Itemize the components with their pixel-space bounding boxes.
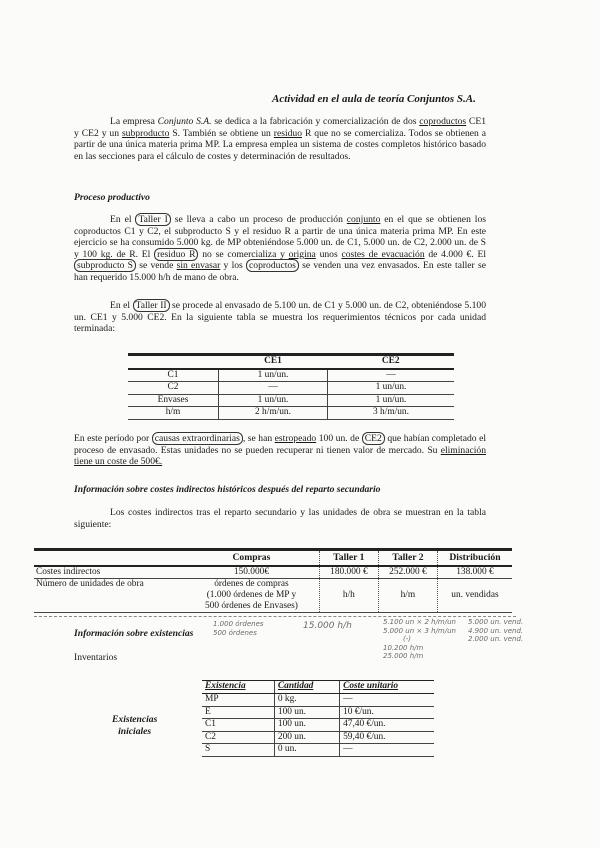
table-row (202, 744, 434, 757)
page-title: Actividad en el aula de teoría Conjuntos S.A. (272, 93, 476, 105)
table-row (202, 731, 434, 744)
spoilage-paragraph: En este período por causas extraordinarias , se han estropeado 100 un. de CE2 que habían completado el proceso de envasado. Estas unidades no se pueden recuperar ni tienen valor de mercado. Su eliminación tiene un coste de 500€. (74, 433, 486, 468)
table-cell: 2 h/m/un. (219, 407, 328, 420)
table-cell: 138.000 € (437, 566, 512, 579)
table-cell: 1 un/un. (328, 394, 455, 407)
table-cell: — (219, 382, 328, 395)
table-cell: 180.000 € (319, 566, 378, 579)
table-row (34, 579, 512, 613)
table-cell: órdenes de compras (1.000 órdenes de MP y 500 órdenes de Envases) (184, 579, 319, 613)
table-cell: h/h (319, 579, 378, 613)
table-row (202, 706, 434, 719)
header-cell: Coste unitario (340, 681, 434, 694)
costes-paragraph: Los costes indirectos tras el reparto secundario y las unidades de obra se muestran en la tabla siguiente: (74, 507, 486, 530)
table-row (128, 369, 454, 382)
table-cell: 1 un/un. (219, 369, 328, 382)
inventarios-label: Inventarios (74, 652, 118, 663)
table-row (34, 566, 512, 579)
table-header-row (34, 550, 512, 566)
table-cell: 100 un. (274, 706, 339, 719)
intro-paragraph: La empresa Conjunto S.A. se dedica a la fabricación y comercialización de dos coproductos CE1 y CE2 y un subproducto S. También se obtiene un residuo R que no se comercializa. Todos se obtienen a partir de una única materia prima MP. La empresa emplea un sistema de costes completos histórico basado en las secciones para el cálculo de costes y determinación de resultados. (74, 116, 487, 162)
table-cell: E (202, 706, 274, 719)
header-cell: CE2 (328, 355, 455, 369)
table-cell: 1 un/un. (219, 394, 328, 407)
table-cell: 47,40 €/un. (340, 719, 434, 732)
table-cell: 0 kg. (274, 694, 339, 707)
table-row (202, 694, 434, 707)
header-cell: CE1 (219, 355, 328, 369)
table-cell: S (202, 744, 274, 757)
table-cell: — (340, 744, 434, 757)
existencias-iniciales-label: Existencias iniciales (112, 714, 158, 737)
table-row (128, 382, 454, 395)
table-cell: 3 h/m/un. (328, 407, 455, 420)
table-cell: 150.000€ (184, 566, 319, 579)
table-cell: 200 un. (274, 731, 339, 744)
header-cell (34, 550, 184, 566)
header-cell (128, 355, 219, 369)
table-cell: Costes indirectos (34, 566, 184, 579)
table-cell: — (340, 694, 434, 707)
taller1-paragraph: En el Taller I se lleva a cabo un proceso de producción conjunto en el que se obtienen los coproductos C1 y C2, el subproducto S y el residuo R a partir de una única materia prima MP. En este ejercicio se ha consumido 5.000 kg. de MP obteniéndose 5.000 un. de C1, 5.000 un. de C2, 2.000 un. de S y 100 kg. de R. El residuo R no se comercializa y origina unos costes de evacuación de 4.000 €. El subproducto S se vende sin envasar y los coproductos se venden una vez envasados. En este taller se han requerido 15.000 h/h de mano de obra. (74, 214, 486, 283)
table-cell: 59,40 €/un. (340, 731, 434, 744)
header-cell: Taller 2 (378, 550, 437, 566)
header-cell: Existencia (202, 681, 274, 694)
table-cell: 252.000 € (378, 566, 437, 579)
table-cell: h/m (128, 407, 219, 420)
header-cell: Distribución (437, 550, 512, 566)
section-costes-indirectos: Información sobre costes indirectos históricos después del reparto secundario (74, 484, 381, 495)
dashed-divider (34, 616, 516, 617)
requirements-table (128, 353, 454, 420)
table-cell: 100 un. (274, 719, 339, 732)
header-cell: Compras (184, 550, 319, 566)
section-existencias: Información sobre existencias (74, 628, 194, 639)
table-header-row (202, 681, 434, 694)
table-cell: C1 (128, 369, 219, 382)
table-row (128, 394, 454, 407)
table-header-row (128, 355, 454, 369)
table-row (202, 719, 434, 732)
table-cell: — (328, 369, 455, 382)
table-cell: 0 un. (274, 744, 339, 757)
handwritten-note-taller1: 15.000 h/h (303, 621, 352, 631)
table-cell: C2 (128, 382, 219, 395)
table-cell: 10 €/un. (340, 706, 434, 719)
table-cell: h/m (378, 579, 437, 613)
table-cell: Número de unidades de obra (34, 579, 184, 613)
handwritten-note-taller2: 5.100 un × 2 h/m/un 5.000 un × 3 h/m/un (-) 10.200 h/m 25.000 h/m (383, 618, 456, 660)
table-row (128, 407, 454, 420)
indirect-costs-table (34, 548, 512, 613)
table-cell: Envases (128, 394, 219, 407)
inventory-table (202, 680, 434, 757)
taller2-paragraph: En el Taller II se procede al envasado de 5.100 un. de C1 y 5.000 un. de C2, obteniéndose 5.100 un. CE1 y 5.000 CE2. En la siguiente tabla se muestra los requerimientos técnicos por cada unidad terminada: (74, 300, 486, 335)
handwritten-note-distribucion: 5.000 un. vend. 4.900 un. vend. 2.000 un. vend. (468, 618, 524, 643)
table-cell: 1 un/un. (328, 382, 455, 395)
table-cell: MP (202, 694, 274, 707)
section-proceso-productivo: Proceso productivo (74, 192, 150, 203)
table-cell: C2 (202, 731, 274, 744)
table-cell: un. vendidas (437, 579, 512, 613)
table-cell: C1 (202, 719, 274, 732)
header-cell: Cantidad (274, 681, 339, 694)
header-cell: Taller 1 (319, 550, 378, 566)
handwritten-note-compras: 1.000 órdenes 500 órdenes (213, 620, 264, 637)
